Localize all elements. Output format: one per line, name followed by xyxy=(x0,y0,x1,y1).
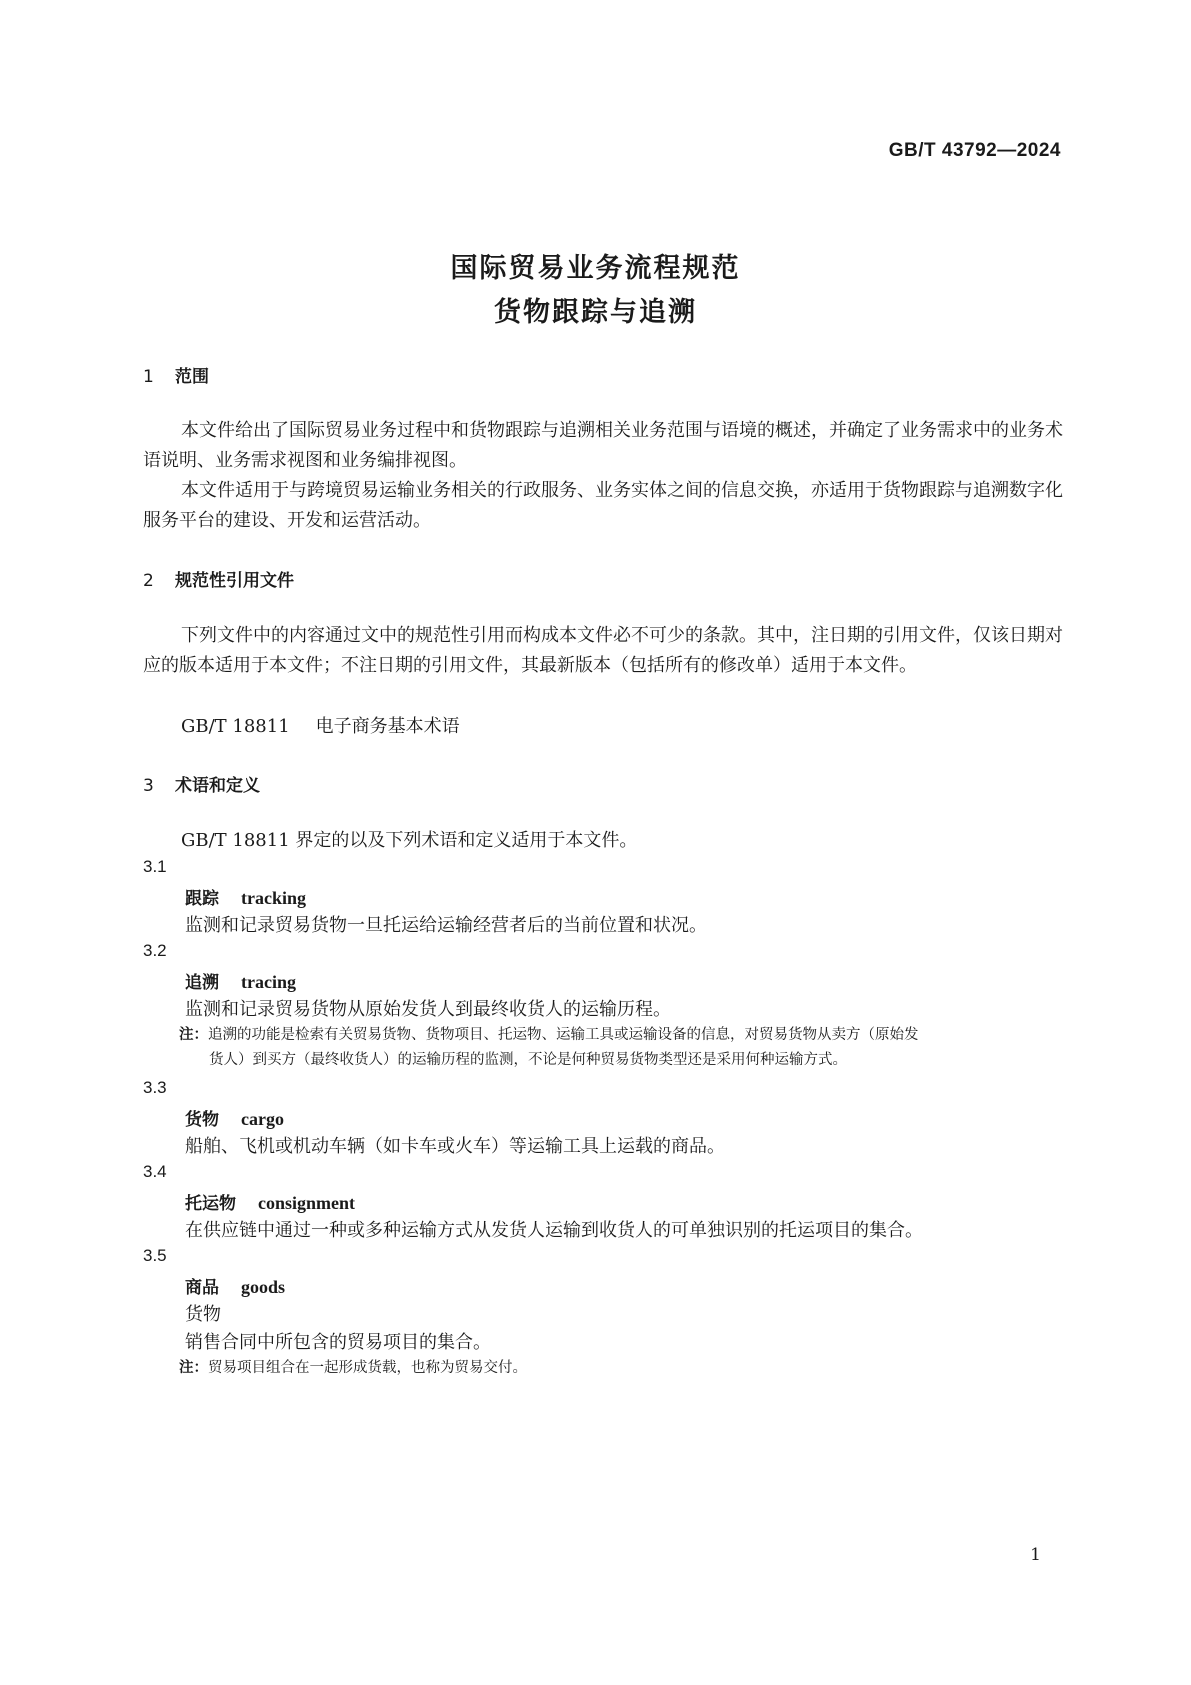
document-title: 国际贸易业务流程规范 xyxy=(450,253,741,284)
reference-title: 电子商务基本术语 xyxy=(315,716,460,737)
note-text-line-2: 货人）到买方（最终收货人）的运输历程的监测，不论是何种贸易货物类型还是采用何种运输方式。 xyxy=(209,1052,847,1068)
section-number: 2 xyxy=(143,571,154,591)
term-zh: 商品 xyxy=(185,1278,219,1298)
term-definition: 船舶、飞机或机动车辆（如卡车或火车）等运输工具上运载的商品。 xyxy=(185,1136,725,1157)
section-title: 术语和定义 xyxy=(175,776,260,796)
section-1-heading xyxy=(143,362,209,387)
term-entry xyxy=(185,1189,355,1214)
section-1-paragraph-1: 本文件给出了国际贸易业务过程中和货物跟踪与追溯相关业务范围与语境的概述，并确定了业务需求中的业务术语说明、业务需求视图和业务编排视图。 xyxy=(143,420,1063,471)
term-zh: 货物 xyxy=(185,1110,219,1130)
section-number: 3 xyxy=(143,776,154,796)
term-zh: 追溯 xyxy=(185,973,219,993)
section-3-heading xyxy=(143,771,260,796)
term-entry xyxy=(185,884,306,909)
clause-number: 3.3 xyxy=(143,1078,167,1097)
section-1-paragraph-2: 本文件适用于与跨境贸易运输业务相关的行政服务、业务实体之间的信息交换，亦适用于货物跟踪与追溯数字化服务平台的建设、开发和运营活动。 xyxy=(143,480,1063,531)
section-title: 规范性引用文件 xyxy=(175,571,294,591)
standard-code: GB/T 43792—2024 xyxy=(888,140,1061,161)
term-en: consignment xyxy=(258,1193,356,1213)
clause-number: 3.4 xyxy=(143,1162,167,1181)
term-en: tracing xyxy=(241,972,296,992)
term-en: goods xyxy=(241,1277,286,1297)
term-note xyxy=(179,1023,1063,1073)
term-definition: 销售合同中所包含的贸易项目的集合。 xyxy=(185,1332,491,1353)
term-en: tracking xyxy=(241,888,306,908)
term-entry xyxy=(185,968,296,993)
section-2-paragraph-1: 下列文件中的内容通过文中的规范性引用而构成本文件必不可少的条款。其中，注日期的引用文件，仅该日期对应的版本适用于本文件；不注日期的引用文件，其最新版本（包括所有的修改单）适用于本文件。 xyxy=(143,625,1063,676)
term-entry xyxy=(185,1273,285,1298)
term-synonym: 货物 xyxy=(185,1304,221,1325)
term-definition: 监测和记录贸易货物一旦托运给运输经营者后的当前位置和状况。 xyxy=(185,915,707,936)
document-subtitle: 货物跟踪与追溯 xyxy=(494,297,697,328)
page-number: 1 xyxy=(1030,1545,1041,1565)
section-title: 范围 xyxy=(175,367,209,387)
term-entry xyxy=(185,1105,284,1130)
section-2-heading xyxy=(143,566,294,591)
normative-reference xyxy=(181,712,460,738)
section-number: 1 xyxy=(143,367,154,387)
term-definition: 在供应链中通过一种或多种运输方式从发货人运输到收货人的可单独识别的托运项目的集合。 xyxy=(185,1220,923,1241)
term-zh: 跟踪 xyxy=(185,889,219,909)
clause-number: 3.2 xyxy=(143,941,167,960)
term-note xyxy=(179,1356,1063,1381)
note-text-line-1: 贸易项目组合在一起形成货载，也称为贸易交付。 xyxy=(208,1360,527,1376)
section-3-intro: GB/T 18811 界定的以及下列术语和定义适用于本文件。 xyxy=(181,830,638,851)
reference-code: GB/T 18811 xyxy=(181,716,290,737)
term-definition: 监测和记录贸易货物从原始发货人到最终收货人的运输历程。 xyxy=(185,999,671,1020)
note-label: 注： xyxy=(179,1360,208,1376)
clause-number: 3.1 xyxy=(143,857,167,876)
term-zh: 托运物 xyxy=(185,1194,236,1214)
term-en: cargo xyxy=(241,1109,284,1129)
note-label: 注： xyxy=(179,1027,208,1043)
note-text-line-1: 追溯的功能是检索有关贸易货物、货物项目、托运物、运输工具或运输设备的信息，对贸易货物从卖方（原始发 xyxy=(208,1027,919,1043)
clause-number: 3.5 xyxy=(143,1246,167,1265)
